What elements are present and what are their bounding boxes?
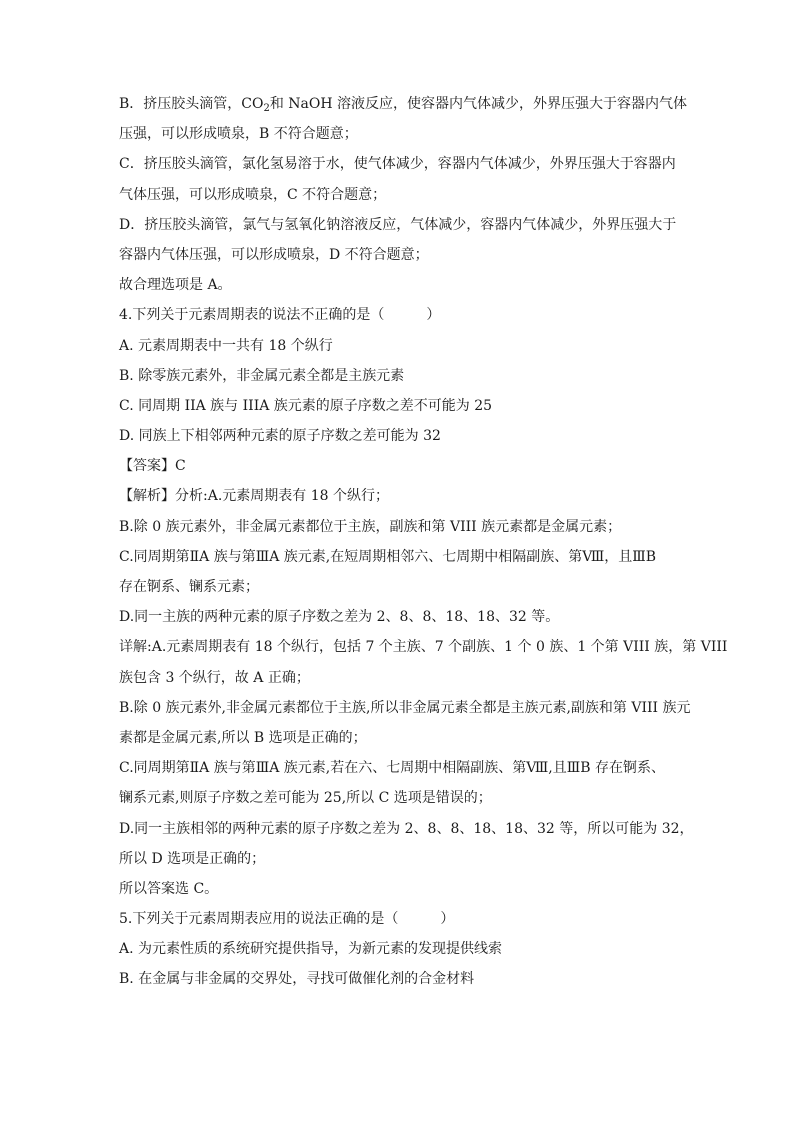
option-c-explanation-line-1: C．挤压胶头滴管，氯化氢易溶于水，使气体减少，容器内气体减少，外界压强大于容器内 (119, 156, 676, 173)
detail-line: D.同一主族相邻的两种元素的原子序数之差为 2、8、8、18、18、32 等，所以可能为 32， (119, 820, 694, 837)
question-5-option-b: B. 在金属与非金属的交界处，寻找可做催化剂的合金材料 (119, 971, 475, 988)
question-5-stem: 5.下列关于元素周期表应用的说法正确的是（ ） (119, 911, 455, 928)
option-d-explanation-line-2: 容器内气体压强，可以形成喷泉，D 不符合题意； (119, 246, 429, 263)
detail-line: 所以 D 选项是正确的； (119, 850, 266, 867)
answer-conclusion-line: 所以答案选 C。 (119, 880, 219, 897)
question-5-option-a: A. 为元素性质的系统研究提供指导，为新元素的发现提供线索 (119, 941, 503, 958)
detail-line: 详解:A.元素周期表有 18 个纵行，包括 7 个主族、7 个副族、1 个 0 族、1 个第 VIII 族，第 VIII (119, 639, 728, 656)
option-c-explanation-line-2: 气体压强，可以形成喷泉，C 不符合题意； (119, 186, 387, 203)
detail-line: B.除 0 族元素外,非金属元素都位于主族,所以非金属元素全都是主族元素,副族和第 VIII 族元 (119, 699, 691, 716)
option-b-explanation-line-1: B．挤压胶头滴管，$CO_2$和 NaOH 溶液反应，使容器内气体减少，外界压强大于容器内气体 (119, 96, 688, 114)
analysis-line: D.同一主族的两种元素的原子序数之差为 2、8、8、18、18、32 等。 (119, 609, 560, 626)
analysis-line: C.同周期第ⅡA 族与第ⅢA 族元素,在短周期相邻六、七周期中相隔副族、第Ⅷ，且ⅢB (119, 548, 657, 565)
subscript: 2 (263, 103, 270, 114)
conclusion-line: 故合理选项是 A。 (119, 277, 232, 294)
question-4-answer: 【答案】C (119, 458, 186, 475)
question-4-option-d: D. 同族上下相邻两种元素的原子序数之差可能为 32 (119, 428, 441, 445)
option-b-explanation-line-2: 压强，可以形成喷泉，B 不符合题意； (119, 126, 358, 143)
analysis-line: 【解析】分析:A.元素周期表有 18 个纵行； (119, 488, 389, 505)
question-4-stem: 4.下列关于元素周期表的说法不正确的是（ ） (119, 307, 441, 324)
analysis-line: 存在锕系、镧系元素； (119, 579, 259, 595)
question-4-option-c: C. 同周期 IIA 族与 IIIA 族元素的原子序数之差不可能为 25 (119, 397, 493, 414)
detail-line: 族包含 3 个纵行，故 A 正确； (119, 669, 310, 686)
detail-line: C.同周期第ⅡA 族与第ⅢA 族元素,若在六、七周期中相隔副族、第Ⅷ,且ⅢB 存在锕系、 (119, 760, 665, 777)
option-d-explanation-line-1: D．挤压胶头滴管，氯气与氢氧化钠溶液反应，气体减少，容器内气体减少，外界压强大于 (119, 216, 677, 233)
detail-line: 镧系元素,则原子序数之差可能为 25,所以 C 选项是错误的； (119, 790, 492, 807)
detail-line: 素都是金属元素,所以 B 选项是正确的； (119, 729, 367, 746)
question-4-option-b: B. 除零族元素外，非金属元素全都是主族元素 (119, 367, 405, 384)
analysis-line: B.除 0 族元素外，非金属元素都位于主族，副族和第 VIII 族元素都是金属元素； (119, 518, 622, 535)
question-4-option-a: A. 元素周期表中一共有 18 个纵行 (119, 337, 333, 354)
